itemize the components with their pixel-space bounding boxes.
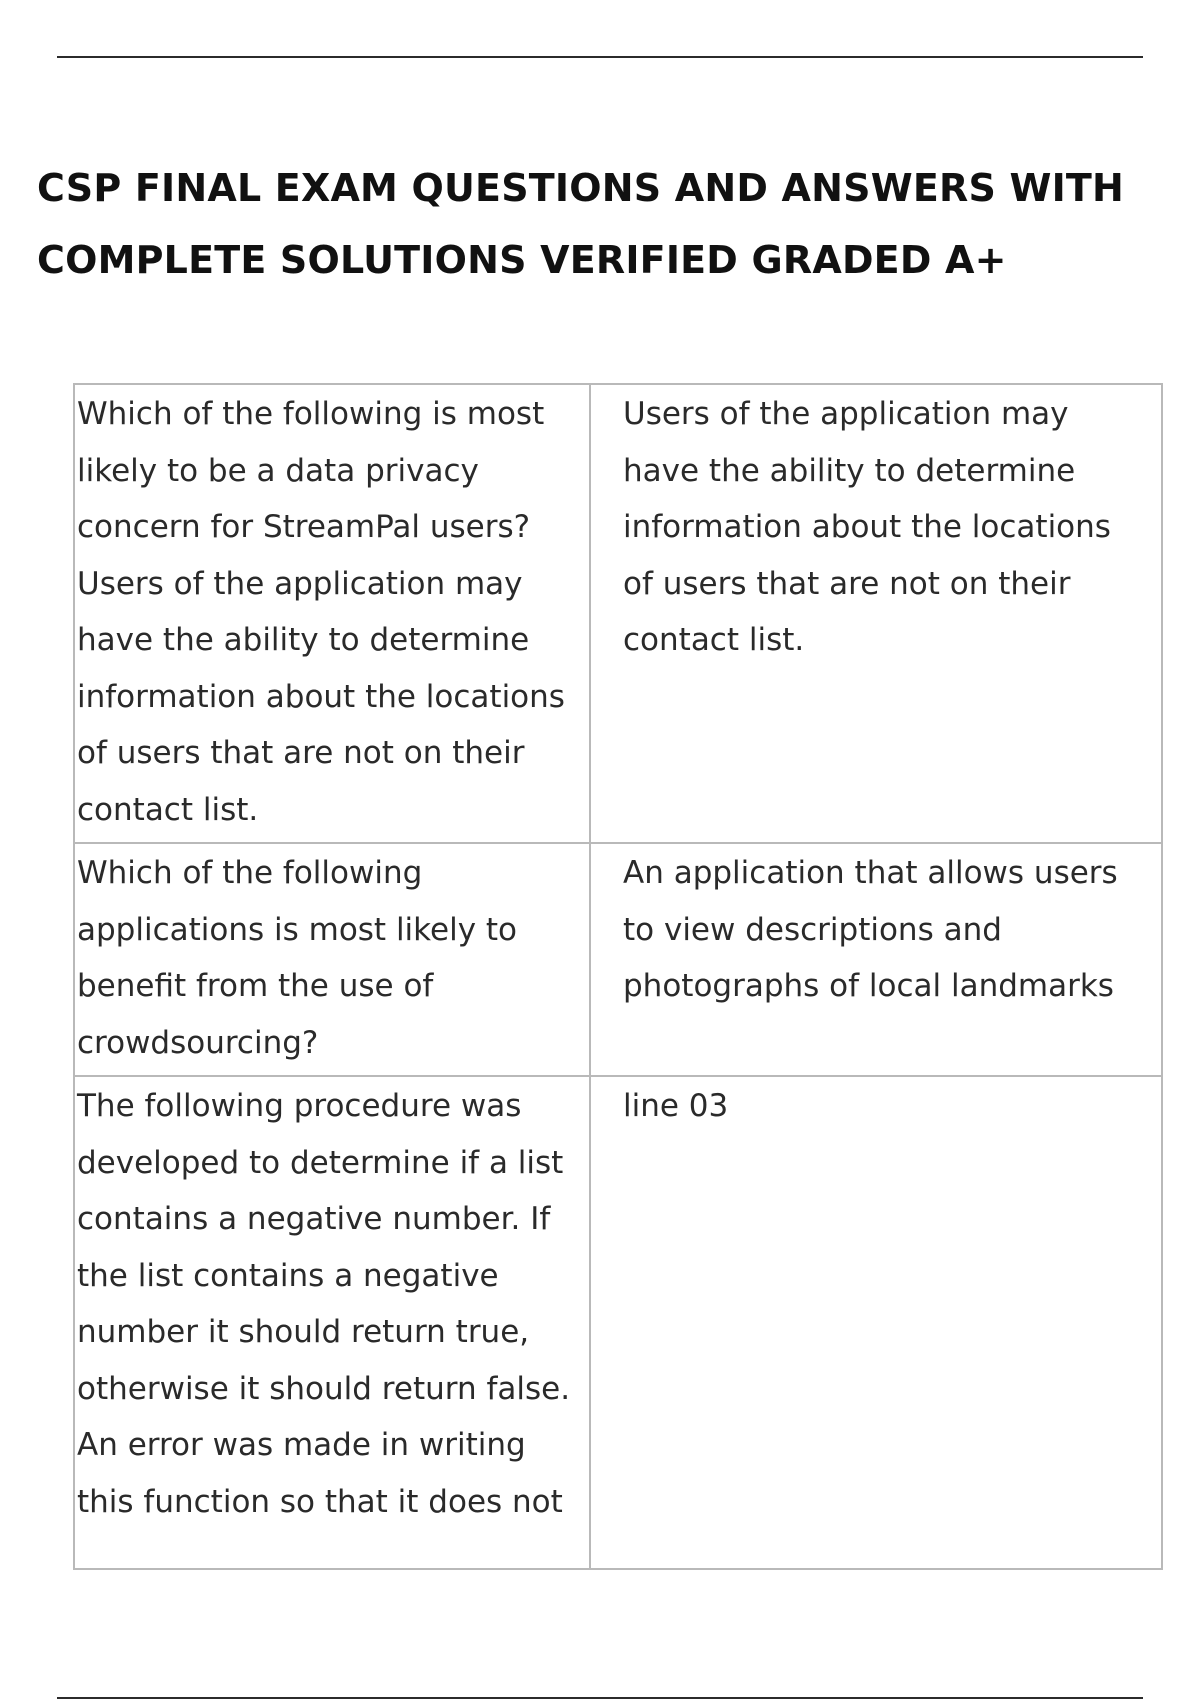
document-title-line-1: CSP FINAL EXAM QUESTIONS AND ANSWERS WITH — [37, 166, 1125, 210]
bottom-rule — [57, 1697, 1143, 1699]
qa-table — [73, 383, 1163, 1570]
answer-cell: An application that allows users to view descriptions and photographs of local landmarks — [590, 843, 1162, 1076]
question-paragraph-2: An error was made in writing this function so that it does not — [77, 1427, 563, 1520]
question-cell: Which of the following applications is most likely to benefit from the use of crowdsourcing? — [74, 843, 590, 1076]
question-cell — [74, 1076, 590, 1569]
document-title-line-2: COMPLETE SOLUTIONS VERIFIED GRADED A+ — [37, 238, 1007, 282]
table-row — [74, 843, 1162, 1076]
question-cell: Which of the following is most likely to be a data privacy concern for StreamPal users? Users of the application may have the ability to determine information about the locations of users that are not on their contact list. — [74, 384, 590, 843]
top-rule — [57, 56, 1143, 58]
answer-cell: Users of the application may have the ability to determine information about the locations of users that are not on their contact list. — [590, 384, 1162, 843]
table-row — [74, 384, 1162, 843]
answer-cell: line 03 — [590, 1076, 1162, 1569]
document-title — [37, 152, 1157, 296]
question-paragraph-1: The following procedure was developed to determine if a list contains a negative number. If the list contains a negative number it should return true, otherwise it should return false. — [77, 1088, 571, 1407]
table-row — [74, 1076, 1162, 1569]
